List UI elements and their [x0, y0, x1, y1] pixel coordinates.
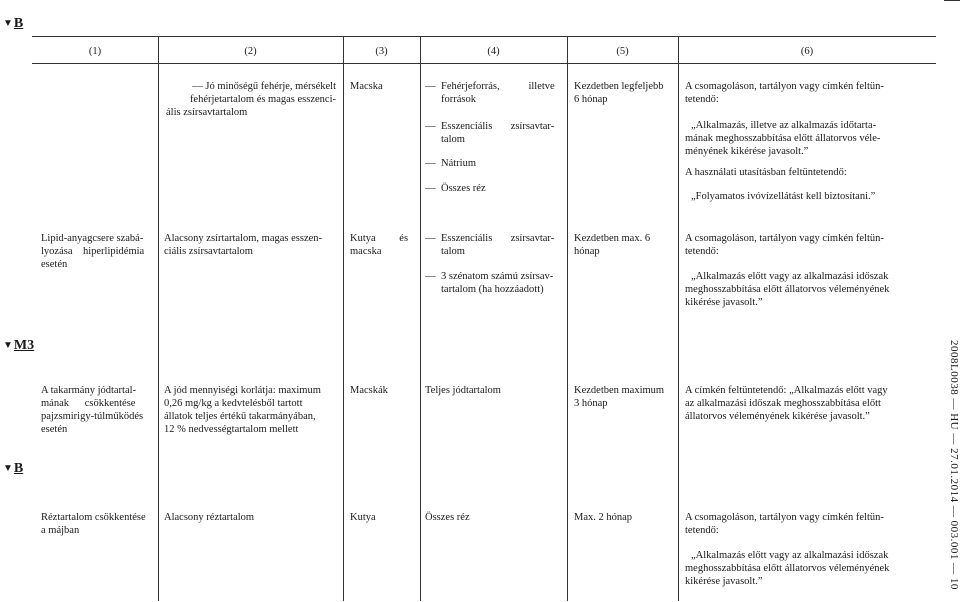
declaration-item: — Esszenciális zsírsavtar- talom	[425, 121, 555, 145]
row3-feeding-period: Kezdetben maximum 3 hónap	[574, 385, 665, 409]
declaration-item: — 3 szénatom számú zsírsav- tartalom (ha hozzáadott)	[425, 271, 554, 295]
margin-top-rule	[944, 0, 960, 1]
version-marker-m3: ▼M3	[3, 338, 35, 353]
row2-feed-characteristics: Alacsony zsírtartalom, magas esszen- ciális zsírsavtartalom	[164, 233, 323, 257]
row1-feeding-period: Kezdetben legfeljebb 6 hónap	[574, 81, 664, 105]
row3-nutritional-purpose: A takarmány jódtartal- mának csökkentése pajzsmirigy-túlműködés esetén	[41, 385, 144, 435]
declaration-item: — Nátrium	[425, 158, 476, 169]
document-reference-sidebar: 2008L0038 — HU — 27.01.2014 — 003.001 — 10	[948, 340, 960, 590]
table-header-divider	[32, 63, 936, 64]
row4-species: Kutya	[350, 512, 376, 523]
row2-labelling-declarations	[425, 232, 563, 296]
column-header-1: (1)	[88, 46, 102, 57]
triangle-down-icon: ▼	[3, 340, 13, 351]
row2-species: Kutya és macska	[350, 233, 409, 257]
column-divider	[158, 36, 159, 601]
row4-nutritional-purpose: Réztartalom csökkentése a májban	[41, 512, 146, 536]
column-divider	[567, 36, 568, 601]
column-divider	[343, 36, 344, 601]
row2-other-provisions: A csomagoláson, tartályon vagy címkén feltün- tetendő: „Alkalmazás előtt vagy az alkalmazási időszak meghosszabbítása előtt állatorvos véleményének kikérése javasolt.”	[685, 233, 890, 308]
column-header-5: (5)	[616, 46, 629, 57]
version-marker-b-top: ▼B	[3, 16, 24, 31]
row1-species: Macska	[350, 81, 383, 92]
row2-feeding-period: Kezdetben max. 6 hónap	[574, 233, 651, 257]
row1-feed-characteristics: — Jó minőségű fehérje, mérsékelt fehérjetartalom és magas esszenci- ális zsírsavtartalom	[166, 81, 336, 118]
row2-nutritional-purpose: Lipid-anyagcsere szabá- lyozása hiperlipidémia esetén	[41, 233, 145, 270]
row3-other-provisions: A címkén feltüntetendő: „Alkalmazás előtt vagy az alkalmazási időszak meghosszabbítása előtt állatorvos véleményének kikérése javasolt.”	[685, 385, 888, 422]
row4-other-provisions: A csomagoláson, tartályon vagy címkén feltün- tetendő: „Alkalmazás előtt vagy az alkalmazási időszak meghosszabbítása előtt állatorvos véleményének kikérése javasolt.”	[685, 512, 890, 587]
version-marker-b-bottom: ▼B	[3, 461, 24, 476]
row3-labelling-declarations: Teljes jódtartalom	[425, 385, 501, 396]
declaration-item: — Összes réz	[425, 183, 486, 194]
column-divider	[420, 36, 421, 601]
triangle-down-icon: ▼	[3, 463, 13, 474]
row4-labelling-declarations: Összes réz	[425, 512, 470, 523]
row3-species: Macskák	[350, 385, 388, 396]
column-header-3: (3)	[375, 46, 388, 57]
row4-feeding-period: Max. 2 hónap	[574, 512, 633, 523]
column-divider	[678, 36, 679, 601]
row1-other-provisions: A csomagoláson, tartályon vagy címkén feltün- tetendő: „Alkalmazás, illetve az alkalmazás időtarta- mának meghosszabbítása előtt állatorvos véle- ményének kikérése javasolt.” A használati utasításban feltüntetendő: „Folyamatos ivóvízellátást kell biztosítani.”	[685, 81, 884, 202]
column-header-2: (2)	[244, 46, 257, 57]
declaration-item: — Esszenciális zsírsavtar- talom	[425, 233, 555, 257]
row4-feed-characteristics: Alacsony réztartalom	[164, 512, 255, 523]
row3-feed-characteristics: A jód mennyiségi korlátja: maximum 0,26 mg/kg a kedvtelésből tartott állatok teljes értékű takarmányában, 12 % nedvességtartalom mellett	[164, 385, 321, 435]
triangle-down-icon: ▼	[3, 18, 13, 29]
column-header-4: (4)	[487, 46, 500, 57]
declaration-item: — Fehérjeforrás, illetve források	[425, 81, 555, 105]
column-header-6: (6)	[800, 46, 814, 57]
row1-labelling-declarations	[425, 80, 563, 195]
